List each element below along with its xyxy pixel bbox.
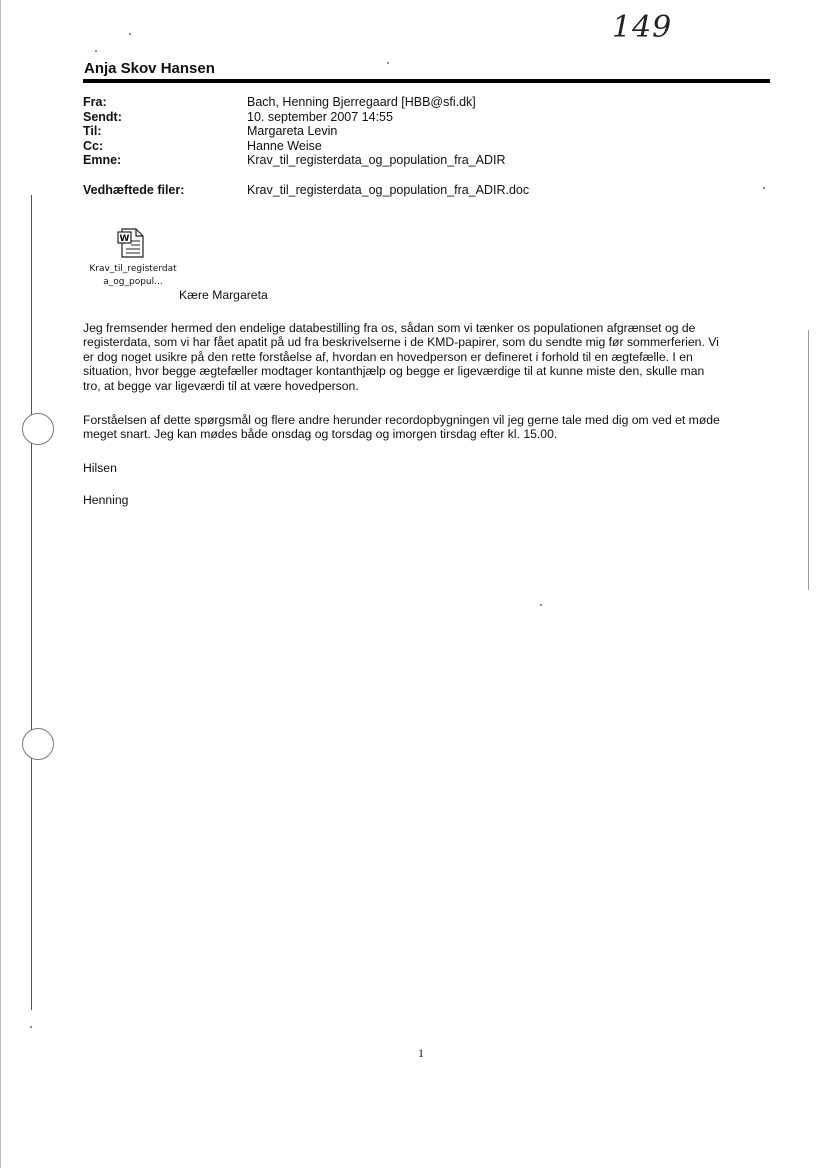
attachment-filename[interactable]: Krav_til_registerdata_og_population_fra_ADIR.doc [247, 183, 530, 197]
field-subject [83, 153, 506, 168]
field-label: Til: [83, 124, 102, 139]
field-label: Fra: [83, 95, 107, 109]
field-label: Cc: [83, 138, 104, 153]
scan-speck [763, 187, 765, 189]
scan-margin-line [31, 195, 32, 1010]
field-to [83, 124, 506, 139]
caption-line: a_og_popul... [103, 277, 163, 287]
paragraph-2 [83, 413, 773, 442]
paragraph-1 [83, 321, 773, 394]
body-line: Jeg fremsender hermed den endelige databestilling fra os, sådan som vi tænker os populationen afgrænset og de [83, 320, 696, 335]
title-divider [83, 79, 770, 83]
svg-text:W: W [119, 234, 130, 244]
scan-edge-line [0, 0, 1, 1168]
body-line: registerdata, som vi har fået apatit på ud fra beskrivelserne i de KMD-papirer, som du sendte mig før sommerferien. Vi [83, 335, 719, 350]
body-line: meget snart. Jeg kan mødes både onsdag og torsdag og imorgen tirsdag efter kl. 15.00. [83, 427, 558, 442]
mailbox-owner-title: Anja Skov Hansen [84, 60, 215, 77]
field-sent [83, 110, 506, 125]
attachment-caption[interactable] [81, 263, 185, 289]
email-header-fields [83, 95, 506, 168]
body-line: er dog noget usikre på den rette forståelse af, hvordan en hovedperson er defineret i forhold til en ægtefælle. I en [83, 349, 693, 364]
cc-value: Hanne Weise [247, 138, 322, 153]
word-document-icon[interactable] [116, 227, 146, 259]
recipient-value: Margareta Levin [247, 124, 338, 139]
subject-value: Krav_til_registerdata_og_population_fra_ADIR [247, 153, 506, 168]
body-line: tro, at begge var ligeværdi til at være hovedperson. [83, 378, 359, 393]
scan-speck [129, 33, 131, 35]
signature: Henning [83, 493, 129, 508]
field-label: Sendt: [83, 109, 122, 124]
field-label: Emne: [83, 153, 122, 168]
scan-speck [95, 50, 97, 52]
field-cc [83, 139, 506, 154]
email-body [83, 288, 773, 508]
attachments-label: Vedhæftede filer: [83, 183, 185, 197]
caption-line: Krav_til_registerdat [89, 264, 177, 274]
body-line: situation, hvor begge ægtefæller modtager kontanthjælp og begge er ligeværdige til at kunne miste den, skulle man [83, 364, 705, 379]
punch-hole [22, 728, 54, 760]
body-line: Forståelsen af dette spørgsmål og flere andre herunder recordopbygningen vil jeg gerne tale med dig om ved et møde [83, 412, 720, 427]
closing: Hilsen [83, 460, 117, 475]
scan-speck [30, 1026, 32, 1028]
punch-hole [22, 413, 54, 445]
scan-speck [540, 604, 542, 606]
sender-value: Bach, Henning Bjerregaard [HBB@sfi.dk] [247, 95, 476, 109]
attachments-row [83, 183, 529, 197]
sent-date-value: 10. september 2007 14:55 [247, 109, 393, 124]
scan-margin-line-right [808, 330, 809, 590]
greeting: Kære Margareta [179, 288, 268, 302]
field-from [83, 95, 506, 110]
page-number: 1 [418, 1046, 424, 1060]
handwritten-page-number: 149 [612, 10, 673, 45]
scan-speck [387, 62, 389, 64]
